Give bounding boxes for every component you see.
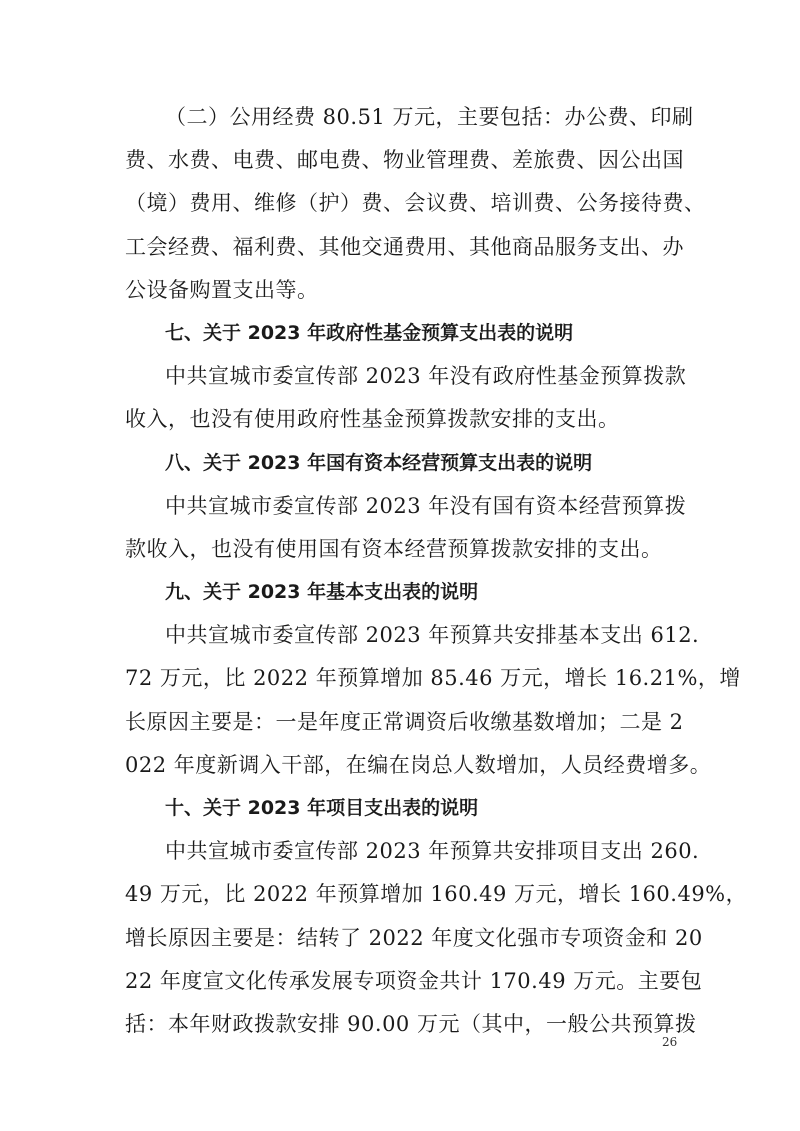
paragraph-line: 增长原因主要是：结转了 2022 年度文化强市专项资金和 20 (125, 926, 703, 950)
page-number: 26 (662, 1035, 678, 1049)
paragraph-line: 工会经费、福利费、其他交通费用、其他商品服务支出、办 (125, 235, 684, 259)
paragraph-line: 公设备购置支出等。 (125, 278, 319, 302)
section-heading: 八、关于 2023 年国有资本经营预算支出表的说明 (165, 452, 593, 474)
paragraph-line: 中共宣城市委宣传部 2023 年预算共安排基本支出 612. (165, 623, 700, 647)
section-heading: 九、关于 2023 年基本支出表的说明 (165, 581, 479, 603)
paragraph-line: 括：本年财政拨款安排 90.00 万元（其中，一般公共预算拨 (125, 1012, 697, 1036)
paragraph-line: 中共宣城市委宣传部 2023 年没有国有资本经营预算拨 (165, 494, 687, 518)
paragraph-line: 长原因主要是：一是年度正常调资后收缴基数增加；二是 2 (125, 710, 684, 734)
paragraph-line: （境）费用、维修（护）费、会议费、培训费、公务接待费、 (125, 191, 706, 215)
paragraph-line: 中共宣城市委宣传部 2023 年预算共安排项目支出 260. (165, 839, 700, 863)
paragraph-line: 72 万元，比 2022 年预算增加 85.46 万元，增长 16.21%，增 (125, 666, 741, 690)
section-heading: 七、关于 2023 年政府性基金预算支出表的说明 (165, 322, 574, 344)
paragraph-line: （二）公用经费 80.51 万元，主要包括：办公费、印刷 (165, 105, 694, 129)
paragraph-line: 022 年度新调入干部，在编在岗总人数增加，人员经费增多。 (125, 753, 712, 777)
paragraph-line: 中共宣城市委宣传部 2023 年没有政府性基金预算拨款 (165, 364, 687, 388)
paragraph-line: 费、水费、电费、邮电费、物业管理费、差旅费、因公出国 (125, 148, 684, 172)
paragraph-line: 49 万元，比 2022 年预算增加 160.49 万元，增长 160.49%， (125, 882, 748, 906)
paragraph-line: 22 年度宣文化传承发展专项资金共计 170.49 万元。主要包 (125, 969, 703, 993)
paragraph-line: 款收入，也没有使用国有资本经营预算拨款安排的支出。 (125, 537, 663, 561)
section-heading: 十、关于 2023 年项目支出表的说明 (165, 797, 479, 819)
paragraph-line: 收入，也没有使用政府性基金预算拨款安排的支出。 (125, 407, 620, 431)
